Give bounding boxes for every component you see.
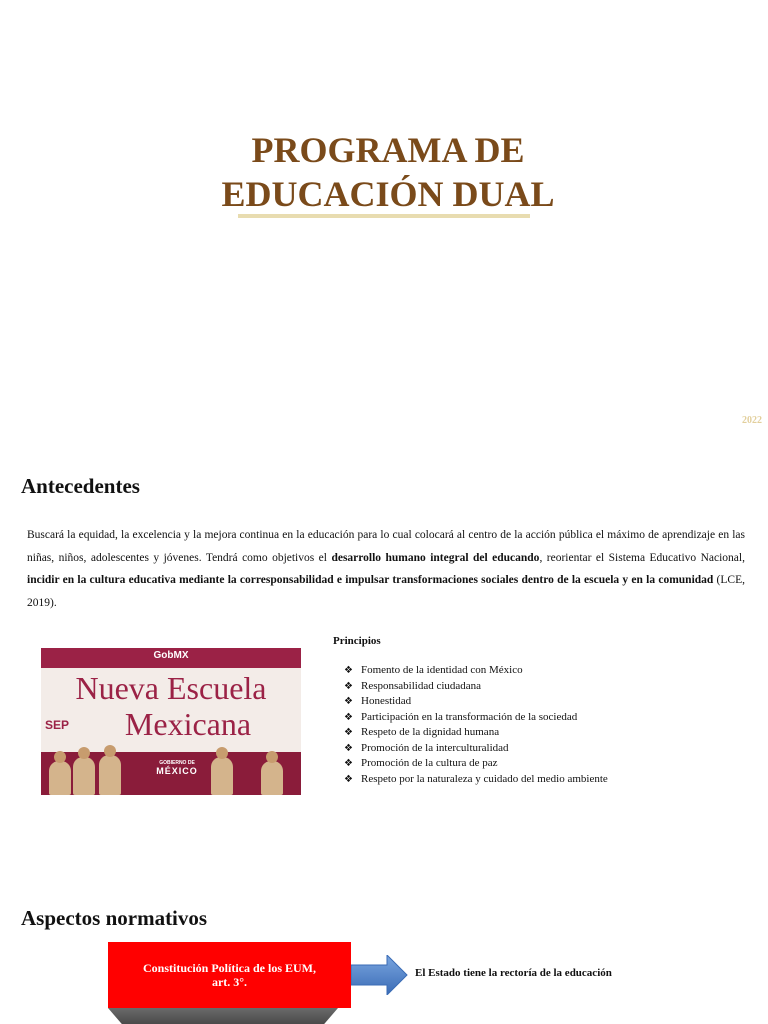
- portrait-figure-icon: [73, 757, 95, 795]
- diamond-bullet-icon: ❖: [344, 680, 353, 692]
- year-label: 2022: [742, 415, 762, 426]
- diamond-bullet-icon: ❖: [344, 773, 353, 785]
- constitucion-box-text: Constitución Política de los EUM, art. 3°.: [143, 961, 316, 989]
- principios-heading: Principios: [333, 635, 381, 647]
- gobierno-de-mexico-logo: [149, 760, 205, 776]
- box-shadow: [108, 1008, 338, 1024]
- principios-list: [344, 663, 608, 787]
- diamond-bullet-icon: ❖: [344, 696, 353, 707]
- diamond-bullet-icon: ❖: [344, 727, 353, 738]
- poster-title-line-1: Nueva Escuela: [75, 670, 267, 706]
- antecedentes-paragraph: [27, 524, 745, 614]
- portrait-figure-icon: [211, 757, 233, 795]
- portrait-figure-icon: [261, 761, 283, 795]
- para-text-3: (LCE, 2019).: [27, 574, 745, 609]
- para-text-1: Buscará la equidad, la excelencia y la mejora continua en la educación para lo cual colocará al centro de la acción pública el máximo de aprendizaje en las niñas, niños, adolescentes y jóvenes. Tendrá como objetivos el: [27, 529, 745, 564]
- title-underline: [238, 214, 530, 218]
- gov-line-1: GOBIERNO DE: [159, 760, 195, 766]
- list-item: ❖ Promoción de la interculturalidad: [344, 741, 608, 757]
- list-item: ❖ Promoción de la cultura de paz: [344, 756, 608, 772]
- portrait-figure-icon: [99, 755, 121, 795]
- antecedentes-heading: Antecedentes: [21, 474, 140, 498]
- aspectos-normativos-heading: Aspectos normativos: [21, 906, 208, 930]
- gobmx-logo: GobMX: [153, 650, 189, 661]
- right-arrow-icon: [351, 955, 409, 995]
- para-bold-2: incidir en la cultura educativa mediante la corresponsabilidad e impulsar transformaciones sociales dentro de la escuela y en la comunidad: [27, 574, 714, 586]
- sep-logo: SEP: [45, 718, 70, 732]
- diamond-bullet-icon: ❖: [344, 711, 353, 723]
- list-item: ❖ Fomento de la identidad con México: [344, 663, 608, 679]
- gov-line-2: MÉXICO: [156, 766, 198, 776]
- list-item: ❖ Participación en la transformación de la sociedad: [344, 710, 608, 726]
- title-line-1: PROGRAMA DE: [251, 130, 525, 170]
- list-item: ❖ Respeto por la naturaleza y cuidado del medio ambiente: [344, 772, 608, 788]
- diamond-bullet-icon: ❖: [344, 758, 353, 769]
- title-line-2: EDUCACIÓN DUAL: [221, 174, 555, 214]
- list-item: ❖ Responsabilidad ciudadana: [344, 679, 608, 695]
- list-item: ❖ Honestidad: [344, 694, 608, 710]
- diamond-bullet-icon: ❖: [344, 665, 353, 676]
- constitucion-box: [108, 942, 351, 1008]
- document-title: [0, 128, 768, 216]
- diamond-bullet-icon: ❖: [344, 742, 353, 754]
- nueva-escuela-mexicana-image: [41, 648, 301, 795]
- para-text-2: , reorientar el Sistema Educativo Nacional,: [539, 551, 745, 564]
- portrait-figure-icon: [49, 761, 71, 795]
- arrow-label: El Estado tiene la rectoría de la educación: [415, 967, 612, 979]
- list-item: ❖ Respeto de la dignidad humana: [344, 725, 608, 741]
- poster-title-line-2: Mexicana: [124, 706, 252, 742]
- poster-title: [41, 670, 301, 742]
- para-bold-1: desarrollo humano integral del educando: [331, 551, 540, 564]
